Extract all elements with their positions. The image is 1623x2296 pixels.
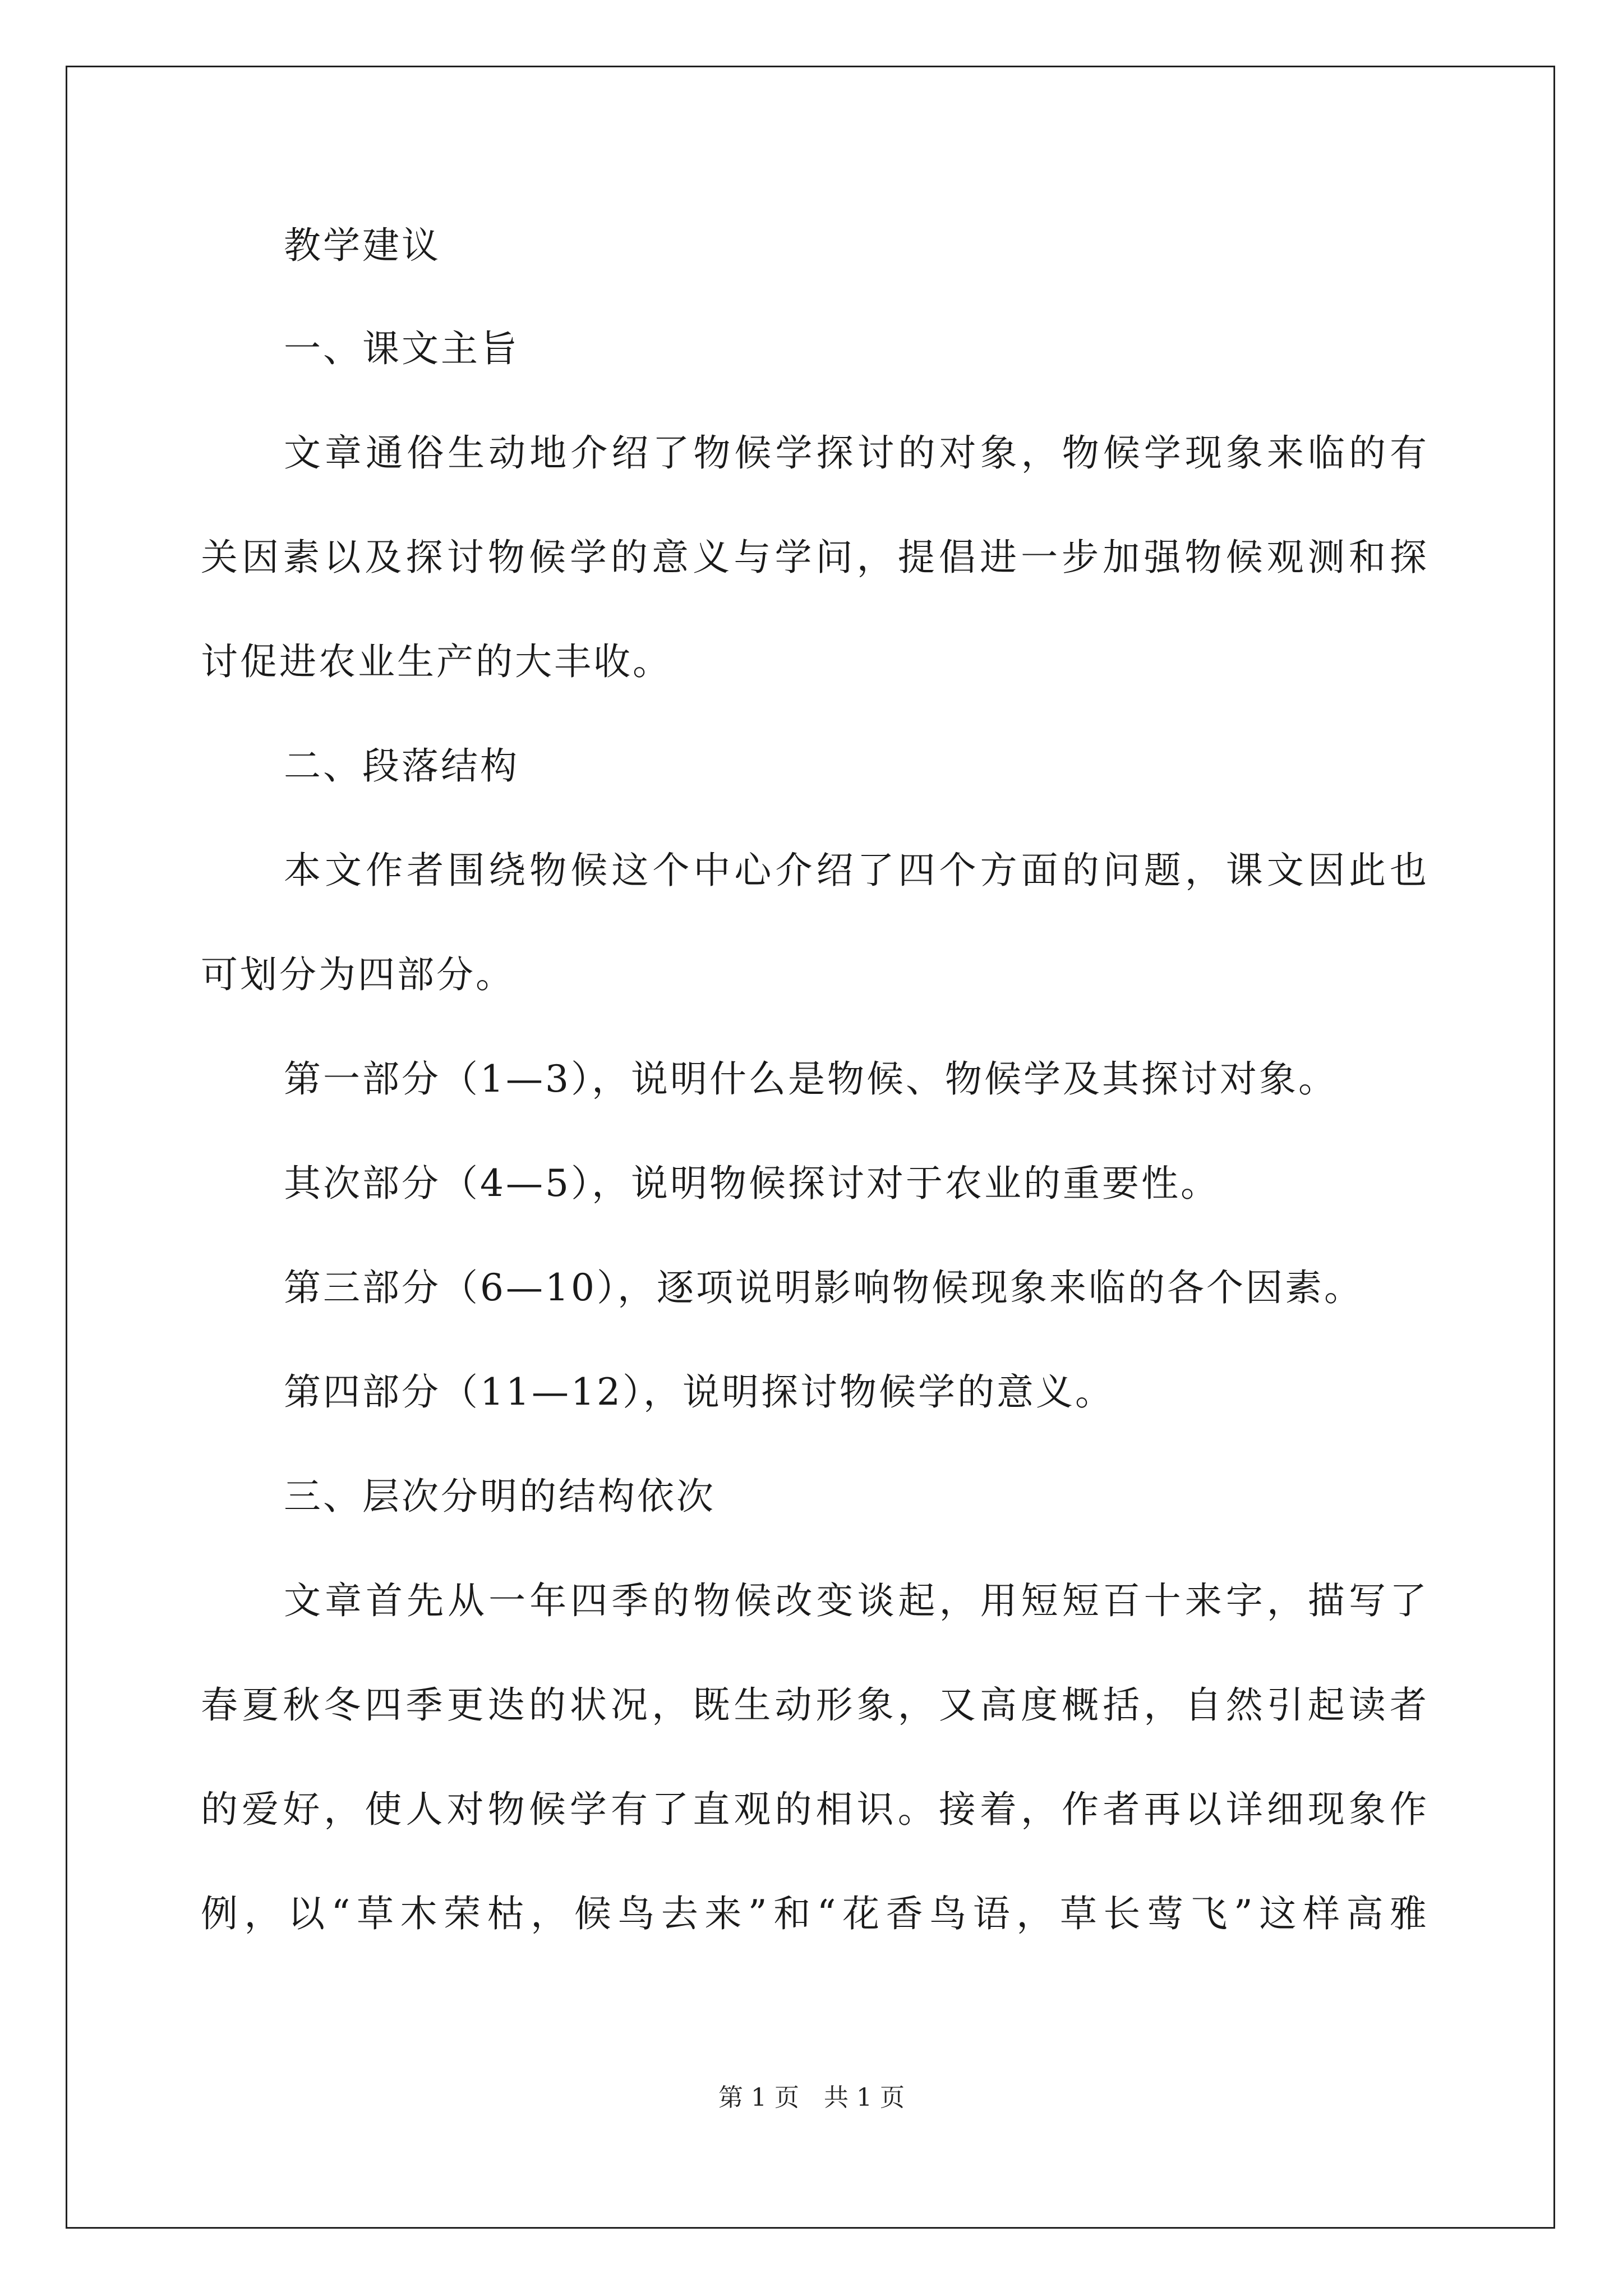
page-number-footer: 第 1 页 共 1 页 <box>718 2083 905 2112</box>
part-two-line: 其次部分（4—5），说明物候探讨对于农业的重要性。 <box>284 1162 1220 1205</box>
paragraph-line: 春夏秋冬四季更迭的状况，既生动形象，又高度概括，自然引起读者 <box>201 1683 1429 1727</box>
paragraph-line: 的爱好，使人对物候学有了直观的相识。接着，作者再以详细现象作 <box>201 1788 1429 1831</box>
paragraph-line: 文章通俗生动地介绍了物候学探讨的对象，物候学现象来临的有 <box>284 431 1429 475</box>
part-one-line: 第一部分（1—3），说明什么是物候、物候学及其探讨对象。 <box>284 1057 1338 1101</box>
heading-teaching-suggestions: 教学建议 <box>284 224 441 267</box>
section-heading-1: 一、课文主旨 <box>284 327 519 370</box>
section-heading-2: 二、段落结构 <box>284 744 519 788</box>
part-four-line: 第四部分（11—12），说明探讨物候学的意义。 <box>284 1370 1114 1414</box>
paragraph-line: 文章首先从一年四季的物候改变谈起，用短短百十来字，描写了 <box>284 1579 1429 1622</box>
paragraph-line: 例，以“草木荣枯，候鸟去来”和“花香鸟语，草长莺飞”这样高雅 <box>201 1892 1429 1935</box>
part-three-line: 第三部分（6—10），逐项说明影响物候现象来临的各个因素。 <box>284 1266 1363 1309</box>
paragraph-line: 讨促进农业生产的大丰收。 <box>201 640 672 683</box>
paragraph-line: 可划分为四部分。 <box>201 953 515 996</box>
paragraph-line: 关因素以及探讨物候学的意义与学问，提倡进一步加强物候观测和探 <box>201 536 1429 579</box>
section-heading-3: 三、层次分明的结构依次 <box>284 1475 716 1518</box>
paragraph-line: 本文作者围绕物候这个中心介绍了四个方面的问题，课文因此也 <box>284 849 1429 892</box>
